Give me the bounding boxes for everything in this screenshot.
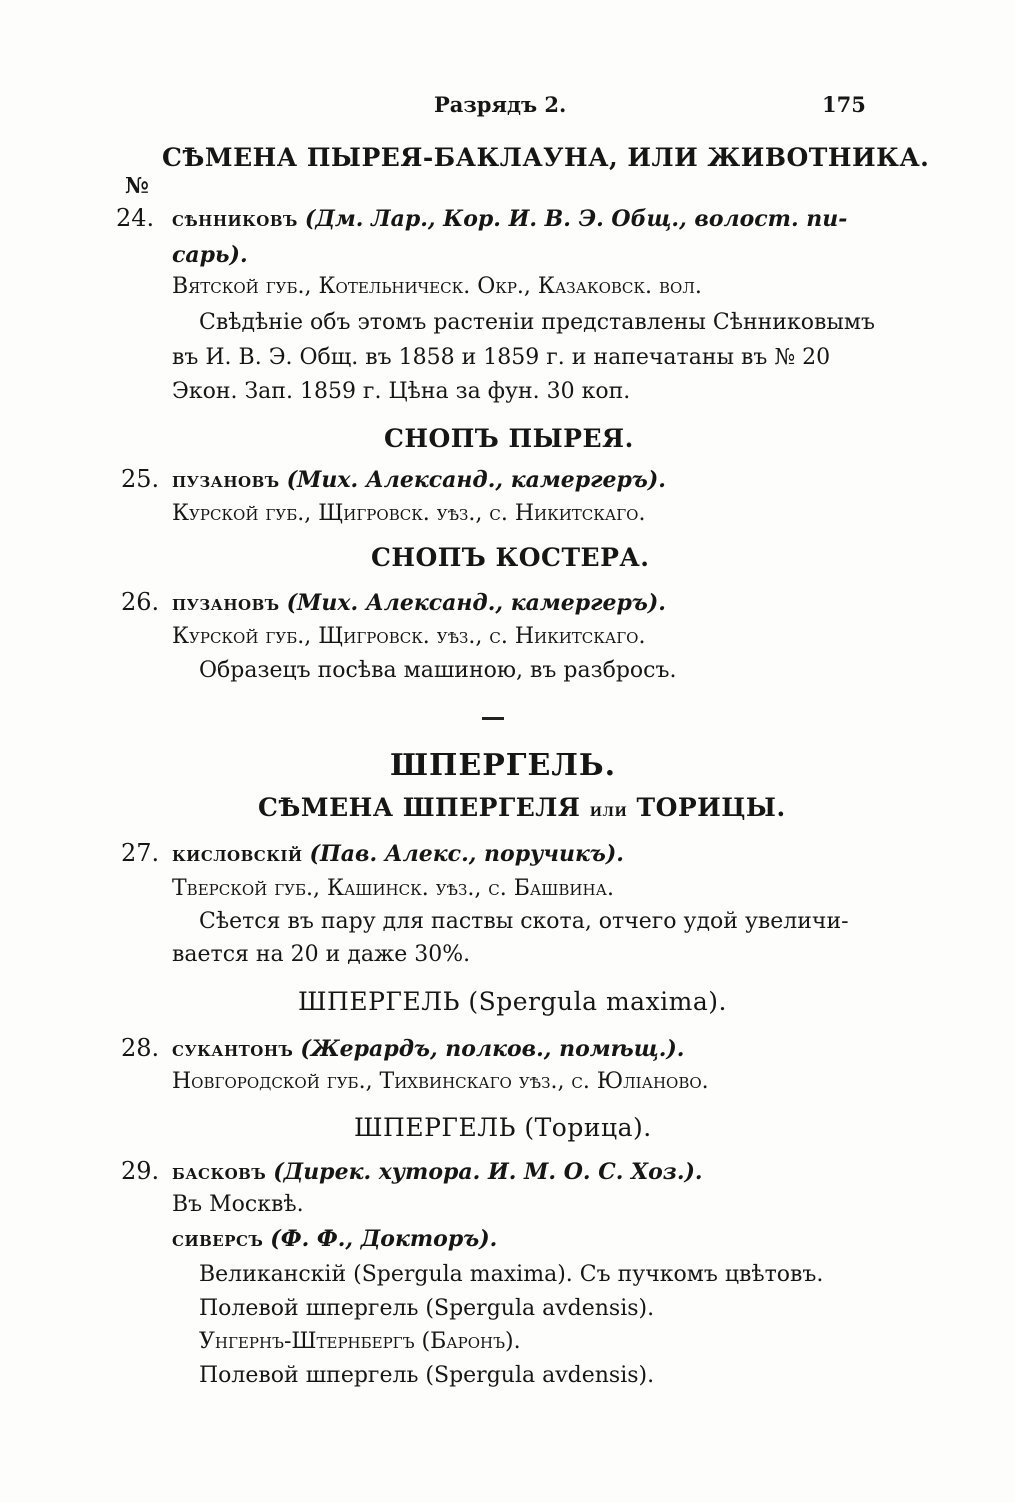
entry-25-location: Курской губ., Щигровск. уѣз., с. Никитскаго. bbox=[172, 501, 646, 526]
entry-number-25: 25. bbox=[121, 465, 160, 493]
section-heading-spurry-torica: ШПЕРГЕЛЬ (Торица). bbox=[354, 1113, 652, 1142]
exhibitor-name: кисловскій bbox=[172, 841, 303, 867]
exhibitor-title: (Пав. Алекс., поручикъ). bbox=[309, 841, 624, 867]
entry-29-location: Въ Москвѣ. bbox=[172, 1192, 304, 1217]
exhibitor-title: (Жерардъ, полков., помѣщ.). bbox=[300, 1036, 685, 1062]
entry-number-27: 27. bbox=[121, 839, 160, 867]
entry-29-heading bbox=[172, 1159, 703, 1185]
entry-28-location: Новгородской губ., Тихвинскаго уѣз., с. Юліаново. bbox=[172, 1069, 709, 1094]
numero-sign: № bbox=[125, 173, 149, 199]
exhibitor-title: (Дирек. хутора. И. М. О. С. Хоз.). bbox=[273, 1159, 703, 1185]
running-header-section: Разрядъ 2. bbox=[434, 92, 567, 117]
exhibitor-title: (Ф. Ф., Докторъ). bbox=[270, 1226, 498, 1252]
entry-number-26: 26. bbox=[121, 588, 160, 616]
entry-29-item-2: Полевой шпергель (Spergula avdensis). bbox=[199, 1296, 655, 1321]
exhibitor-name: сѣнниковъ bbox=[172, 206, 298, 232]
entry-number-24: 24. bbox=[116, 204, 155, 232]
exhibitor-title: (Мих. Александ., камергеръ). bbox=[286, 590, 666, 616]
exhibitor-name: сукантонъ bbox=[172, 1036, 294, 1062]
exhibitor-name: пузановъ bbox=[172, 467, 280, 493]
section-separator-dash bbox=[482, 717, 504, 720]
entry-29-item-1: Великанскій (Spergula maxima). Съ пучкомъ цвѣтовъ. bbox=[199, 1262, 824, 1287]
section-heading-brome-sheaf: СНОПЪ КОСТЕРА. bbox=[371, 543, 650, 572]
entry-25-heading bbox=[172, 467, 666, 493]
section-heading-seeds-wheatgrass: СѢМЕНА ПЫРЕЯ-БАКЛАУНА, ИЛИ ЖИВОТНИКА. bbox=[162, 143, 930, 172]
main-heading-spurry: ШПЕРГЕЛЬ. bbox=[390, 748, 617, 783]
entry-27-note-line-1: Сѣется въ пару для паствы скота, отчего удой увеличи- bbox=[199, 909, 849, 934]
section-heading-spurry-seeds: СѢМЕНА ШПЕРГЕЛЯ или ТОРИЦЫ. bbox=[258, 793, 786, 822]
entry-24-note-line-2: въ И. В. Э. Общ. въ 1858 и 1859 г. и напечатаны въ № 20 bbox=[172, 345, 831, 370]
entry-27-location: Тверской губ., Кашинск. уѣз., с. Башвина. bbox=[172, 876, 614, 901]
entry-27-heading bbox=[172, 841, 624, 867]
entry-29-item-4: Полевой шпергель (Spergula avdensis). bbox=[199, 1363, 655, 1388]
entry-29-item-3: Унгернъ-Штернбергъ (Баронъ). bbox=[199, 1329, 521, 1354]
exhibitor-name: сиверсъ bbox=[172, 1226, 264, 1252]
exhibitor-title-continued: сарь). bbox=[172, 242, 248, 268]
entry-26-location: Курской губ., Щигровск. уѣз., с. Никитскаго. bbox=[172, 624, 646, 649]
section-heading-spurry-maxima: ШПЕРГЕЛЬ (Spergula maxima). bbox=[298, 987, 727, 1016]
entry-26-heading bbox=[172, 590, 666, 616]
page-number: 175 bbox=[822, 92, 866, 117]
exhibitor-name: басковъ bbox=[172, 1159, 267, 1185]
exhibitor-title: (Мих. Александ., камергеръ). bbox=[286, 467, 666, 493]
exhibitor-name: пузановъ bbox=[172, 590, 280, 616]
exhibitor-title: (Дм. Лар., Кор. И. В. Э. Общ., волост. пи- bbox=[304, 206, 848, 232]
entry-24-heading bbox=[172, 206, 847, 232]
section-heading-wheatgrass-sheaf: СНОПЪ ПЫРЕЯ. bbox=[384, 424, 634, 453]
entry-24-location: Вятской губ., Котельничеcк. Окр., Казаковск. вол. bbox=[172, 274, 702, 299]
entry-number-28: 28. bbox=[121, 1034, 160, 1062]
entry-number-29: 29. bbox=[121, 1157, 160, 1185]
entry-27-note-line-2: вается на 20 и даже 30%. bbox=[172, 942, 471, 967]
entry-26-note: Образецъ посѣва машиною, въ разбросъ. bbox=[199, 658, 677, 683]
entry-24-note-line-3: Экон. Зап. 1859 г. Цѣна за фун. 30 коп. bbox=[172, 379, 631, 404]
entry-24-note-line-1: Свѣдѣніе объ этомъ растеніи представлены Сѣнниковымъ bbox=[199, 310, 875, 335]
entry-28-heading bbox=[172, 1036, 684, 1062]
entry-29-sub-heading bbox=[172, 1226, 497, 1252]
